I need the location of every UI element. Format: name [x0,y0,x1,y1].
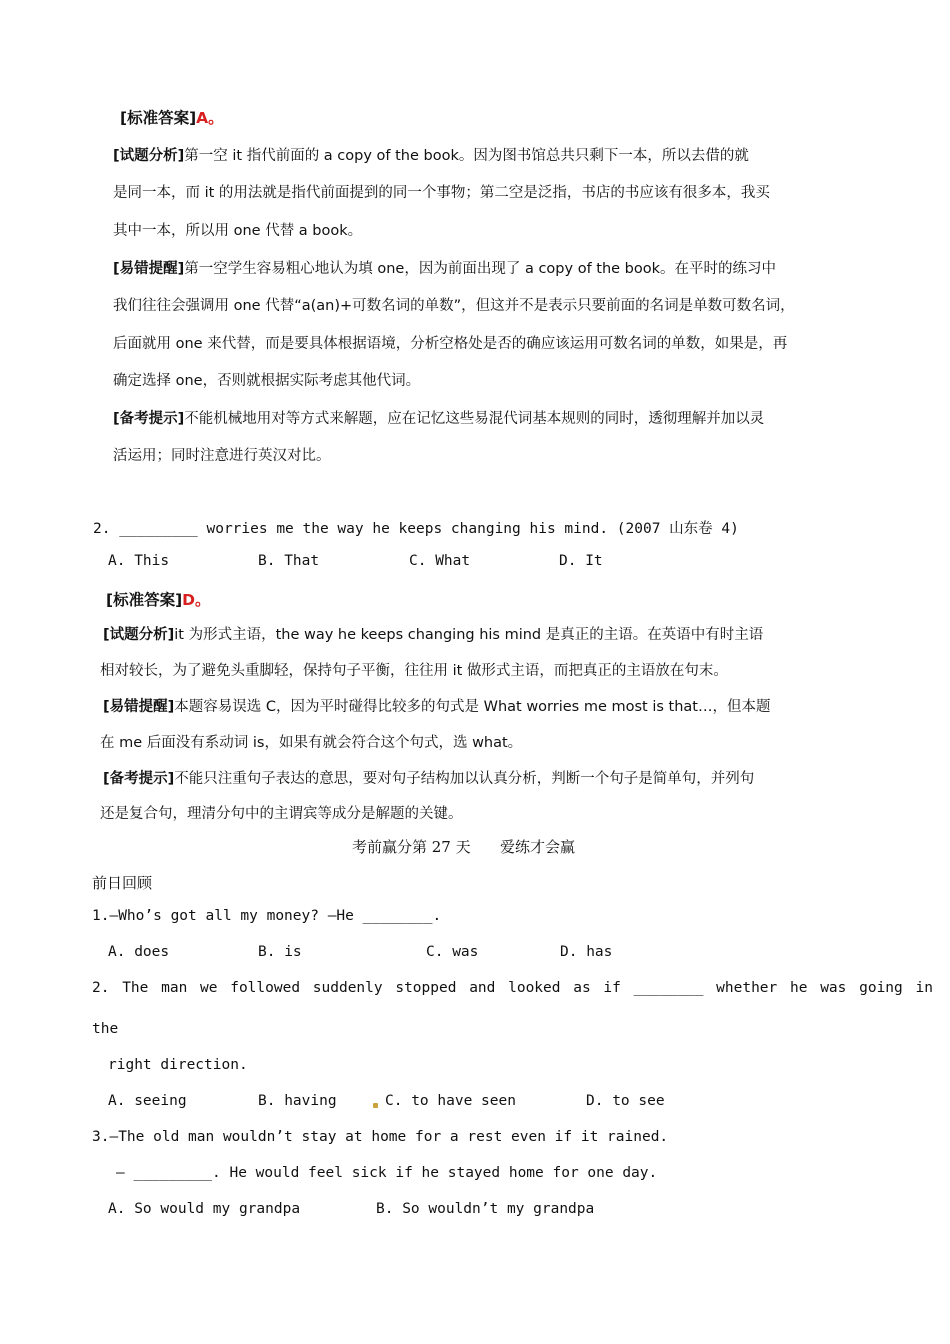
review-q1-option-b: B. is [258,944,302,960]
error-line-2: 我们往往会强调用 one 代替“a(an)+可数名词的单数”，但这并不是表示只要前面的名词是单数可数名词， [113,298,795,314]
answer-value-2: D。 [182,591,211,609]
review-q1-option-d: D. has [560,944,613,960]
tip-text: 不能机械地用对等方式来解题，应在记忆这些易混代词基本规则的同时，透彻理解并加以灵 [184,411,765,427]
tip-tag-2: [备考提示] [103,771,175,787]
answer-line-2 [106,588,211,610]
tip-line [113,407,764,428]
section-title-left: 考前赢分第 27 天 [352,838,471,856]
review-q2-stem-3: right direction. [108,1057,248,1073]
review-q2-stem-2: the [92,1021,119,1037]
tip-tag: [备考提示] [113,411,185,427]
error-line-4: 确定选择 one，否则就根据实际考虑其他代词。 [113,373,421,389]
q2-option-d: D. It [559,553,603,569]
error-text-2: 本题容易误选 C，因为平时碰得比较多的句式是 What worries me most is that…，但本题 [174,699,771,715]
analysis-text-2: it 为形式主语，the way he keeps changing his mind 是真正的主语。在英语中有时主语 [174,627,764,643]
review-q3-stem: 3.—The old man wouldn’t stay at home for a rest even if it rained. [92,1129,669,1145]
review-q3-stem-2: — _________. He would feel sick if he stayed home for one day. [116,1165,658,1181]
error-tag-2: [易错提醒] [103,699,175,715]
analysis-text: 第一空 it 指代前面的 a copy of the book。因为图书馆总共只剩下一本，所以去借的就 [184,148,749,164]
analysis-line-b2 [103,623,763,644]
q2-option-a: A. This [108,553,170,569]
review-q2-stem: 2. The man we followed suddenly stopped and looked as if ________ whether he was going in [92,980,933,996]
error-line [113,257,776,278]
review-q2-option-d: D. to see [586,1093,665,1109]
q2-option-c: C. What [409,553,471,569]
review-q2-option-a: A. seeing [108,1093,187,1109]
section-title-right: 爱练才会赢 [500,838,576,856]
error-text: 第一空学生容易粗心地认为填 one，因为前面出现了 a copy of the book。在平时的练习中 [184,261,777,277]
review-q1-option-a: A. does [108,944,170,960]
error-line-b2-2: 在 me 后面没有系动词 is，如果有就会符合这个句式，选 what。 [100,735,523,751]
review-heading: 前日回顾 [92,874,153,892]
review-q2-option-c: C. to have seen [385,1093,516,1109]
tip-line-2: 活运用；同时注意进行英汉对比。 [113,448,331,464]
review-q1-option-c: C. was [426,944,479,960]
review-q1-stem: 1.—Who’s got all my money? —He ________. [92,908,442,924]
review-q3-option-b: B. So wouldn’t my grandpa [376,1201,595,1217]
analysis-tag-2: [试题分析] [103,627,175,643]
analysis-line [113,144,749,165]
error-tag: [易错提醒] [113,261,185,277]
q2-option-b: B. That [258,553,320,569]
answer-tag-2: [标准答案] [106,591,183,609]
analysis-tag: [试题分析] [113,148,185,164]
error-line-3: 后面就用 one 来代替，而是要具体根据语境，分析空格处是否的确应该运用可数名词的单数，如果是，再 [113,336,788,352]
tip-text-2: 不能只注重句子表达的意思，要对句子结构加以认真分析，判断一个句子是简单句，并列句 [174,771,755,787]
answer-line-1 [120,106,224,128]
analysis-line-3: 其中一本，所以用 one 代替 a book。 [113,223,363,239]
analysis-line-b2-2: 相对较长，为了避免头重脚轻，保持句子平衡，往往用 it 做形式主语，而把真正的主语放在句末。 [100,663,728,679]
analysis-line-2: 是同一本，而 it 的用法就是指代前面提到的同一个事物；第二空是泛指，书店的书应该有很多本，我买 [113,185,770,201]
error-line-b2 [103,695,770,716]
answer-value: A。 [196,109,224,127]
tip-line-b2 [103,767,754,788]
answer-tag: [标准答案] [120,109,197,127]
tip-line-b2-2: 还是复合句，理清分句中的主谓宾等成分是解题的关键。 [100,806,463,822]
review-q3-option-a: A. So would my grandpa [108,1201,301,1217]
question-2-stem: 2. _________ worries me the way he keeps changing his mind. (2007 山东卷 4) [93,521,739,537]
review-q2-option-b: B. having [258,1093,337,1109]
stray-mark [373,1103,378,1108]
